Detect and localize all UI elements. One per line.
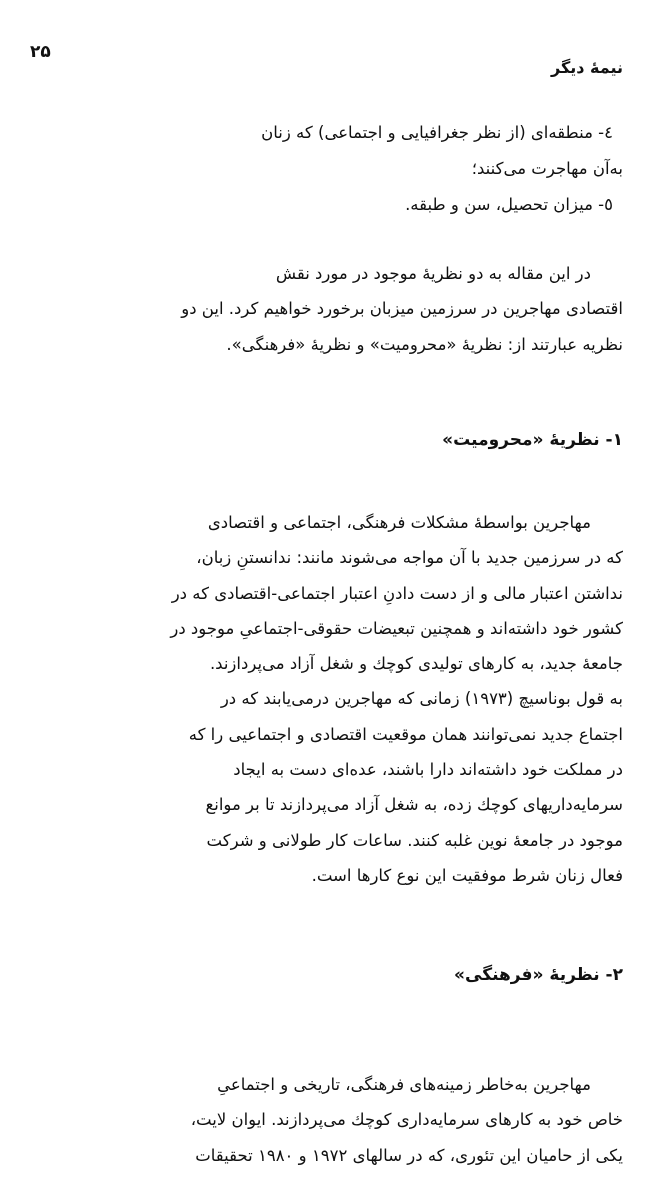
page-number: ۲۵ [30,42,51,62]
paragraph-line: سرمایه‌داریهای کوچك زده، به شغل آزاد می‌پردازند تا بر موانع [205,795,623,815]
section-2-paragraph [33,1067,623,1173]
paragraph-line: نداشتن اعتبار مالی و از دست دادنِ اعتبار اجتماعی-اقتصادی که در [171,583,623,603]
paragraph-line: در این مقاله به دو نظریهٔ موجود در مورد نقش [275,264,591,283]
list-item-5: ٥- میزان تحصیل، سن و طبقه. [405,195,613,214]
paragraph-line: یکی از حامیان این تئوری، که در سالهای ۱۹۷۲ و ۱۹۸۰ تحقیقات [195,1145,623,1165]
paragraph-line: مهاجرین بواسطهٔ مشکلات فرهنگی، اجتماعی و اقتصادی [207,513,591,532]
paragraph-line: خاص خود به کارهای سرمایه‌داری کوچك می‌پردازند. ایوان لایت، [190,1110,623,1130]
running-title: نیمهٔ دیگر [550,58,623,77]
paragraph-line: فعال زنان شرط موفقیت این نوع کارها است. [311,865,623,885]
list-item-4-line-1: ٤- منطقه‌ای (از نظر جغرافیایی و اجتماعی) که زنان [261,123,613,142]
paragraph-line: جامعهٔ جدید، به کارهای تولیدی کوچك و شغل آزاد می‌پردازند. [209,654,623,674]
paragraph-line: کشور خود داشته‌اند و همچنین تبعیضات حقوقی-اجتماعیِ موجود در [170,618,623,638]
list-item-4-line-2: به‌آن مهاجرت می‌کنند؛ [471,159,623,178]
intro-paragraph [33,256,623,362]
paragraph-line: نظریه عبارتند از: نظریهٔ «محرومیت» و نظریهٔ «فرهنگی». [226,334,623,354]
section-2-heading: ۲- نظریهٔ «فرهنگی» [454,965,623,985]
numbered-list [63,115,623,223]
paragraph-line: مهاجرین به‌خاطر زمینه‌های فرهنگی، تاریخی و اجتماعیِ [217,1075,591,1094]
paragraph-line: به قول بوناسیچ (۱۹۷۳) زمانی که مهاجرین درمی‌یابند که در [220,689,623,709]
paragraph-line: در مملکت خود داشته‌اند دارا باشند، عده‌ای دست به ایجاد [233,760,623,780]
section-1-heading: ۱- نظریهٔ «محرومیت» [442,430,623,450]
paragraph-line: که در سرزمین جدید با آن مواجه می‌شوند مانند: ندانستنِ زبان، [196,548,623,568]
paragraph-line: موجود در جامعهٔ نوین غلبه کنند. ساعات کار طولانی و شرکت [206,830,623,850]
paragraph-line: اقتصادی مهاجرین در سرزمین میزبان برخورد خواهیم کرد. این دو [181,299,623,319]
paragraph-line: اجتماع جدید نمی‌توانند همان موقعیت اقتصادی و اجتماعیی را که [188,724,623,744]
section-1-paragraph [33,505,623,893]
